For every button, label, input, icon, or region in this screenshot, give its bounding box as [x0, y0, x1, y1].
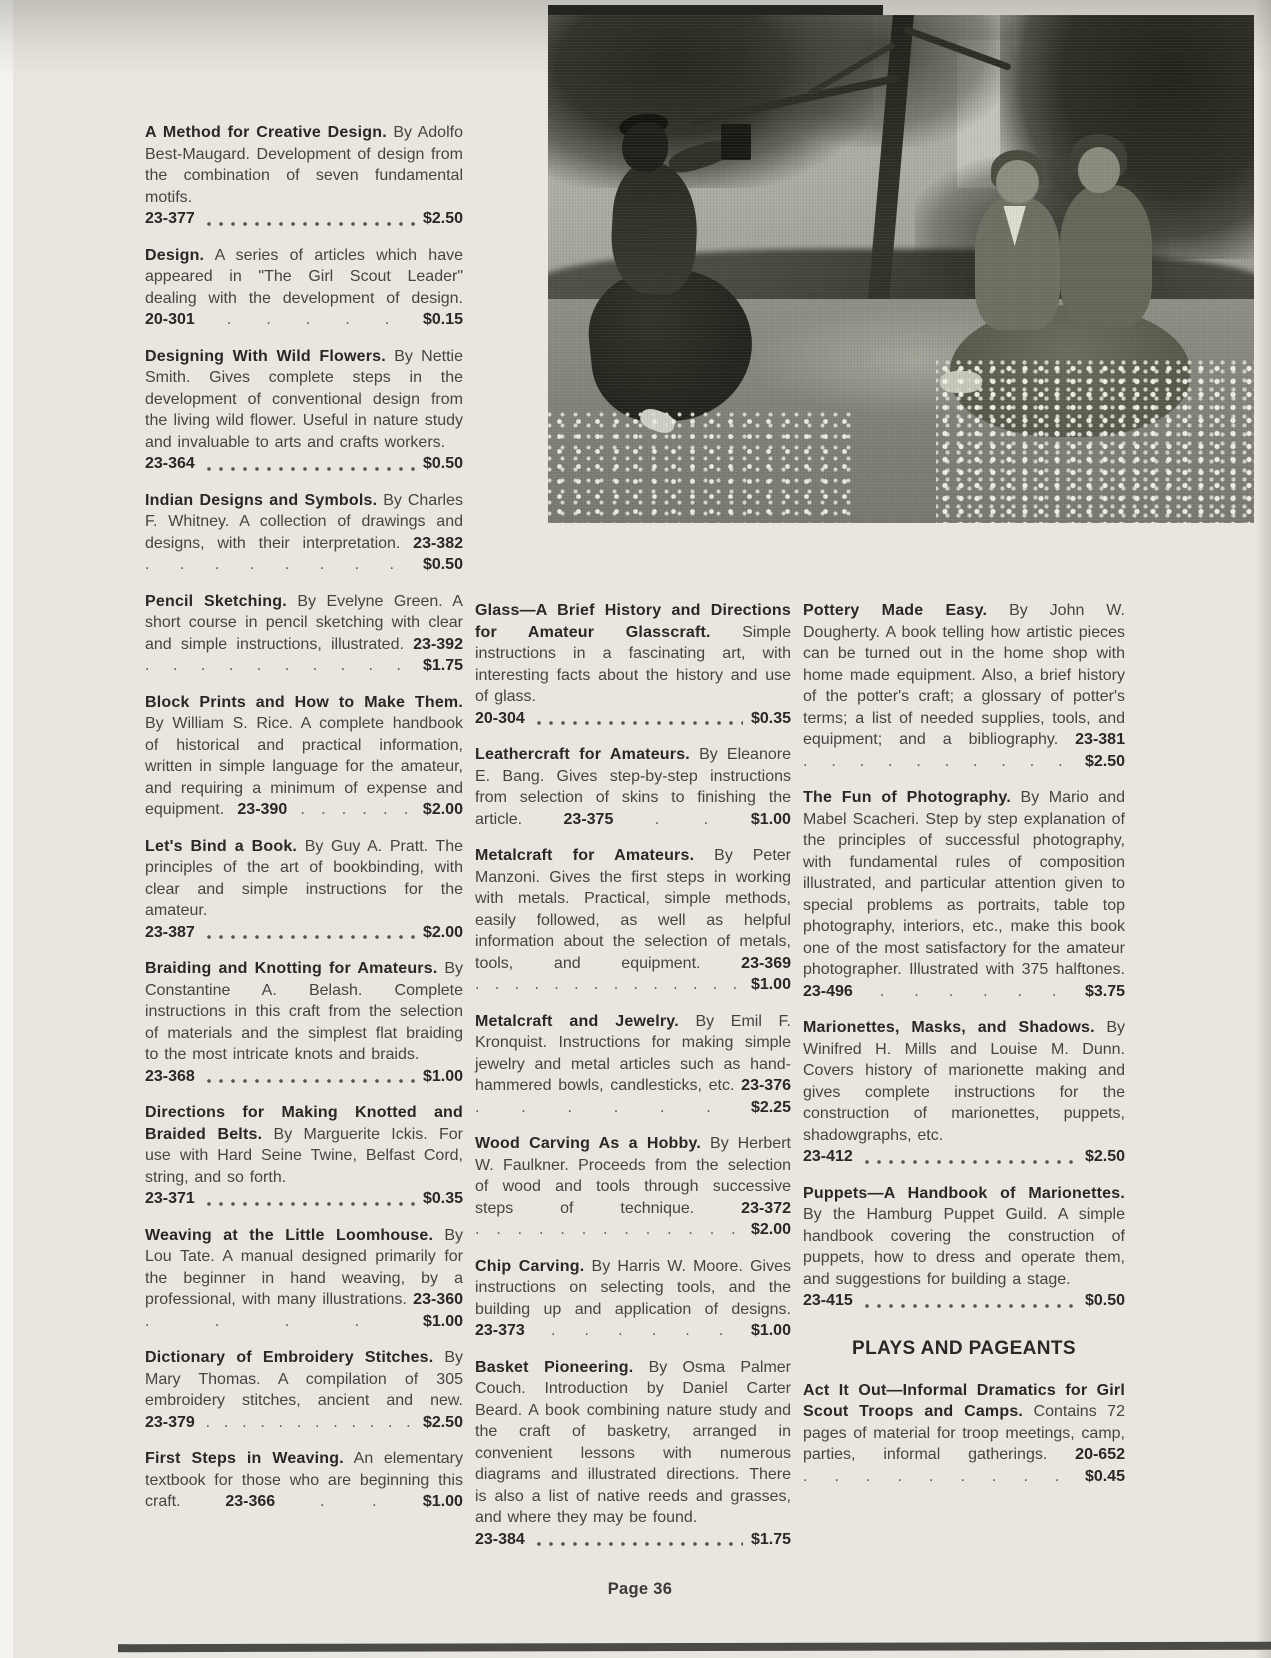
item-price: $2.00: [422, 801, 463, 818]
item-title: Metalcraft for Amateurs.: [475, 847, 695, 864]
item-title: Glass—A Brief History and Directions for Amateur Glasscraft.: [475, 602, 791, 641]
item-description: Contains 72 pages of material for troop meetings, camp, parties, informal gatherings.: [803, 1403, 1125, 1463]
catalog-item: [145, 692, 463, 821]
item-code: 23-373: [475, 1322, 525, 1339]
catalog-item: [803, 1183, 1125, 1312]
photo-halftone-grain: [548, 15, 1254, 523]
item-code: 23-379: [145, 1413, 195, 1431]
item-code: 23-412: [803, 1148, 853, 1165]
item-title: A Method for Creative Design.: [145, 124, 387, 141]
item-title: Basket Pioneering.: [475, 1358, 634, 1376]
page-left-edge: [0, 0, 13, 1658]
item-text: [803, 600, 1125, 772]
item-description: By Harris W. Moore. Gives instructions on selecting tools, and the building up and application of designs.: [475, 1257, 791, 1318]
leader-dots: . . . . . . . . . .: [803, 752, 1065, 770]
item-text: [475, 1357, 791, 1529]
leader-dots: . . . . . .: [475, 1098, 713, 1116]
leader-dots: [533, 712, 743, 726]
item-description: By Marguerite Ickis. For use with Hard Seine Twine, Belfast Cord, string, and so forth.: [145, 1125, 463, 1186]
item-title: First Steps in Weaving.: [145, 1450, 344, 1467]
leader-dots: . . . . .: [226, 311, 391, 328]
catalog-item: [145, 958, 463, 1087]
item-description: By Herbert W. Faulkner. Proceeds from the selection of wood and tools through successive steps of technique.: [475, 1135, 791, 1217]
item-price: $2.50: [422, 210, 463, 227]
leader-dots: [203, 1070, 415, 1084]
catalog-item: [475, 1011, 791, 1119]
item-text: [145, 490, 463, 576]
item-description: By the Hamburg Puppet Guild. A simple handbook covering the construction of puppets, how to dress and operate them, and suggestions for building a stage.: [803, 1206, 1125, 1288]
item-description: By Eleanore E. Bang. Gives step-by-step instructions from selection of skins to finishing the article.: [475, 746, 791, 828]
catalog-item: [145, 1102, 463, 1210]
item-title: Braiding and Knotting for Amateurs.: [145, 960, 438, 977]
catalog-item: [803, 600, 1125, 772]
item-price: $2.50: [1084, 752, 1125, 770]
item-code-price-row: [475, 1529, 791, 1551]
item-text: [475, 1011, 791, 1119]
leader-dots: [203, 213, 415, 227]
catalog-item: [475, 744, 791, 830]
item-code: 20-304: [475, 709, 525, 727]
item-price: $0.15: [422, 311, 463, 328]
item-description: By Mary Thomas. A compilation of 305 embroidery stitches, ancient and new.: [145, 1349, 463, 1409]
item-price: $1.75: [422, 657, 463, 674]
item-code: 23-372: [741, 1199, 791, 1217]
item-text: [145, 591, 463, 677]
item-text: [145, 836, 463, 922]
leader-dots: . .: [319, 1493, 379, 1510]
catalog-item: [145, 1448, 463, 1513]
item-code: 23-376: [741, 1077, 791, 1094]
item-text: [803, 1017, 1125, 1146]
item-code: 23-371: [145, 1190, 195, 1207]
item-title: Leathercraft for Amateurs.: [475, 746, 690, 763]
item-price: $0.50: [422, 556, 463, 573]
item-code: 23-364: [145, 455, 195, 472]
item-code: 23-381: [1075, 731, 1125, 748]
catalog-item: [803, 787, 1125, 1002]
item-title: Directions for Making Knotted and Braided Belts.: [145, 1104, 463, 1143]
catalog-item: [475, 600, 791, 729]
catalog-item: [475, 1256, 791, 1342]
item-code: 23-369: [741, 954, 791, 972]
item-text: [145, 346, 463, 454]
item-text: [145, 692, 463, 821]
item-text: [145, 245, 463, 331]
item-text: [475, 600, 791, 708]
catalog-item: [145, 1225, 463, 1333]
leader-dots: [203, 1193, 415, 1207]
item-text: [803, 787, 1125, 1002]
catalog-item: [803, 1017, 1125, 1168]
page-number: Page 36: [607, 1580, 673, 1598]
item-description: By Winifred H. Mills and Louise M. Dunn. Covers history of marionette making and gives complete instructions for the construction of marionettes, puppets, shadowgraphs, etc.: [803, 1019, 1125, 1144]
item-title: Wood Carving As a Hobby.: [475, 1135, 702, 1152]
item-title: Pencil Sketching.: [145, 592, 287, 610]
item-description: Simple instructions in a fascinating art, with interesting facts about the history and use of glass.: [475, 623, 791, 705]
item-title: Block Prints and How to Make Them.: [145, 693, 463, 711]
item-price: $0.45: [1084, 1467, 1125, 1485]
catalog-item: [145, 490, 463, 576]
item-description: A series of articles which have appeared in "The Girl Scout Leader" dealing with the development of design.: [145, 246, 463, 307]
item-price: $0.50: [422, 455, 463, 472]
item-code-price-row: [145, 1188, 463, 1210]
item-text: [475, 744, 791, 830]
item-title: Pottery Made Easy.: [803, 602, 988, 619]
page-right-edge: [1255, 0, 1271, 1658]
item-code-price-row: [145, 453, 463, 475]
leader-dots: . . . . . .: [879, 982, 1058, 1000]
leader-dots: . . . . . . . . . . . .: [205, 1413, 413, 1431]
item-title: Indian Designs and Symbols.: [145, 491, 378, 509]
item-price: $1.00: [422, 1493, 463, 1510]
leader-dots: [861, 1295, 1077, 1309]
item-description: By Constantine A. Belash. Complete instructions in this craft from the selection of materials and the simplest flat braiding to the most intricate knots and braids.: [145, 960, 463, 1063]
item-text: [475, 845, 791, 996]
item-price: $0.50: [1084, 1292, 1125, 1309]
item-text: [803, 1380, 1125, 1488]
item-text: [145, 1347, 463, 1433]
catalog-item: [475, 1357, 791, 1551]
item-text: [475, 1256, 791, 1342]
leader-dots: [203, 926, 415, 940]
leader-dots: . . . .: [145, 1312, 361, 1330]
item-price: $1.00: [750, 1322, 791, 1339]
catalog-item: [145, 245, 463, 331]
item-code: 23-360: [413, 1291, 463, 1308]
item-price: $1.75: [750, 1530, 791, 1548]
item-price: $1.00: [422, 1312, 463, 1330]
item-price: $1.00: [750, 976, 791, 993]
item-text: [145, 1448, 463, 1513]
item-title: Puppets—A Handbook of Marionettes.: [803, 1184, 1125, 1202]
item-code: 23-496: [803, 982, 853, 1000]
item-description: By Emil F. Kronquist. Instructions for making simple jewelry and metal articles such as hand-hammered bowls, candlesticks, etc.: [475, 1012, 791, 1094]
item-text: [145, 1225, 463, 1333]
item-description: An elementary textbook for those who are beginning this craft.: [145, 1450, 463, 1510]
catalog-item: [475, 1133, 791, 1241]
item-description: By Nettie Smith. Gives complete steps in the development of conventional design from the living wild flower. Useful in nature study and invaluable to arts and crafts workers.: [145, 347, 463, 451]
catalog-item: [145, 836, 463, 944]
item-price: $2.00: [750, 1221, 791, 1238]
item-code: 23-384: [475, 1530, 525, 1548]
item-text: [145, 1102, 463, 1188]
item-text: [475, 1133, 791, 1241]
item-code: 23-382: [413, 534, 463, 552]
item-code: 23-368: [145, 1067, 195, 1085]
item-description: By Osma Palmer Couch. Introduction by Daniel Carter Beard. A book combining nature study and the craft of basketry, arranged in convenient lessons with numerous diagrams and illustrated directions. There is also a list of native reeds and grasses, and where they may be found.: [475, 1358, 791, 1526]
item-code: 23-415: [803, 1292, 853, 1309]
leader-dots: . . . . . . . . . .: [145, 657, 403, 674]
leader-dots: . .: [654, 810, 710, 828]
item-code: 20-652: [1075, 1446, 1125, 1463]
item-description: By Adolfo Best-Maugard. Development of design from the combination of seven fundamental motifs.: [145, 124, 463, 206]
item-price: $0.35: [750, 709, 791, 727]
item-price: $2.25: [750, 1098, 791, 1116]
item-description: By Lou Tate. A manual designed primarily for the beginner in hand weaving, by a professional, with many illustrations.: [145, 1226, 463, 1308]
item-title: Dictionary of Embroidery Stitches.: [145, 1349, 434, 1366]
leader-dots: . . . . . .: [300, 801, 410, 818]
catalog-item: [145, 346, 463, 475]
catalog-item: [145, 591, 463, 677]
item-code: 23-375: [563, 810, 614, 828]
leader-dots: . . . . . . . . . . . . . .: [475, 976, 739, 993]
leader-dots: [203, 458, 415, 472]
item-text: [145, 958, 463, 1066]
photo-girl-scouts-in-meadow: [548, 15, 1254, 523]
item-title: Marionettes, Masks, and Shadows.: [803, 1019, 1095, 1036]
item-code-price-row: [803, 1290, 1125, 1312]
item-code-price-row: [145, 1066, 463, 1088]
leader-dots: [533, 1533, 743, 1547]
item-code-price-row: [803, 1146, 1125, 1168]
item-description: By Evelyne Green. A short course in pencil sketching with clear and simple instructions, illustrated.: [145, 592, 463, 653]
item-title: Let's Bind a Book.: [145, 837, 298, 855]
leader-dots: . . . . . .: [550, 1322, 725, 1339]
leader-dots: . . . . . . . .: [145, 556, 396, 573]
item-description: By Peter Manzoni. Gives the first steps in working with metals. Practical, simple methods, easily followed, as well as helpful information about the selection of metals, tools, and equipment.: [475, 847, 791, 972]
catalog-item: [475, 845, 791, 996]
item-text: [145, 122, 463, 208]
item-title: Design.: [145, 246, 205, 264]
leader-dots: [861, 1151, 1077, 1165]
item-description: By Guy A. Pratt. The principles of the art of bookbinding, with clear and simple instructions for the amateur.: [145, 837, 463, 919]
item-description: By John W. Dougherty. A book telling how artistic pieces can be turned out in the home shop with home made equipment. Also, a brief history of the potter's craft; a glossary of potter's terms; a list of needed supplies, tools, and equipment; and a bibliography.: [803, 602, 1125, 748]
item-description: By Charles F. Whitney. A collection of drawings and designs, with their interpretation.: [145, 491, 463, 552]
item-price: $2.50: [1084, 1148, 1125, 1165]
item-title: Metalcraft and Jewelry.: [475, 1012, 679, 1030]
item-price: $1.00: [422, 1067, 463, 1085]
item-price: $2.00: [422, 923, 463, 941]
item-title: Act It Out—Informal Dramatics for Girl Scout Troops and Camps.: [803, 1381, 1125, 1420]
item-code: 23-392: [413, 635, 463, 653]
item-text: [803, 1183, 1125, 1291]
leader-dots: . . . . . . . . . . . . .: [475, 1221, 738, 1238]
item-code-price-row: [475, 708, 791, 730]
section-heading-plays-and-pageants: PLAYS AND PAGEANTS: [852, 1337, 1076, 1359]
item-price: $2.50: [422, 1413, 463, 1431]
item-title: Chip Carving.: [475, 1257, 585, 1275]
item-title: Designing With Wild Flowers.: [145, 347, 386, 365]
catalog-item: [145, 1347, 463, 1433]
item-code: 20-301: [145, 311, 195, 328]
item-code: 23-390: [237, 801, 288, 818]
item-code-price-row: [145, 208, 463, 230]
item-price: $0.35: [422, 1190, 463, 1207]
scan-bar-bottom: [118, 1642, 1271, 1652]
leader-dots: . . . . . . . . .: [803, 1467, 1061, 1485]
item-code: 23-377: [145, 210, 195, 227]
item-title: The Fun of Photography.: [803, 789, 1011, 806]
item-description: By Mario and Mabel Scacheri. Step by step explanation of the principles of successful photography, with fundamental rules of composition illustrated, and particular attention given to special problems as portraits, table top photography, interiors, etc., make this book one of the most satisfactory for the amateur photographer. Illustrated with 375 halftones.: [803, 789, 1125, 978]
item-price: $1.00: [750, 810, 791, 828]
item-price: $3.75: [1084, 982, 1125, 1000]
item-code-price-row: [145, 922, 463, 944]
column-right: [803, 600, 1125, 1502]
catalog-item: [145, 122, 463, 230]
column-middle: [475, 600, 791, 1565]
item-code: 23-387: [145, 923, 195, 941]
item-title: Weaving at the Little Loomhouse.: [145, 1226, 434, 1244]
item-code: 23-366: [225, 1493, 276, 1510]
catalog-item: [803, 1380, 1125, 1488]
scan-bar-top: [548, 5, 883, 15]
item-description: By William S. Rice. A complete handbook of historical and practical information, written in simple language for the amateur, and requiring a minimum of expense and equipment.: [145, 715, 463, 818]
column-left: [145, 122, 463, 1528]
